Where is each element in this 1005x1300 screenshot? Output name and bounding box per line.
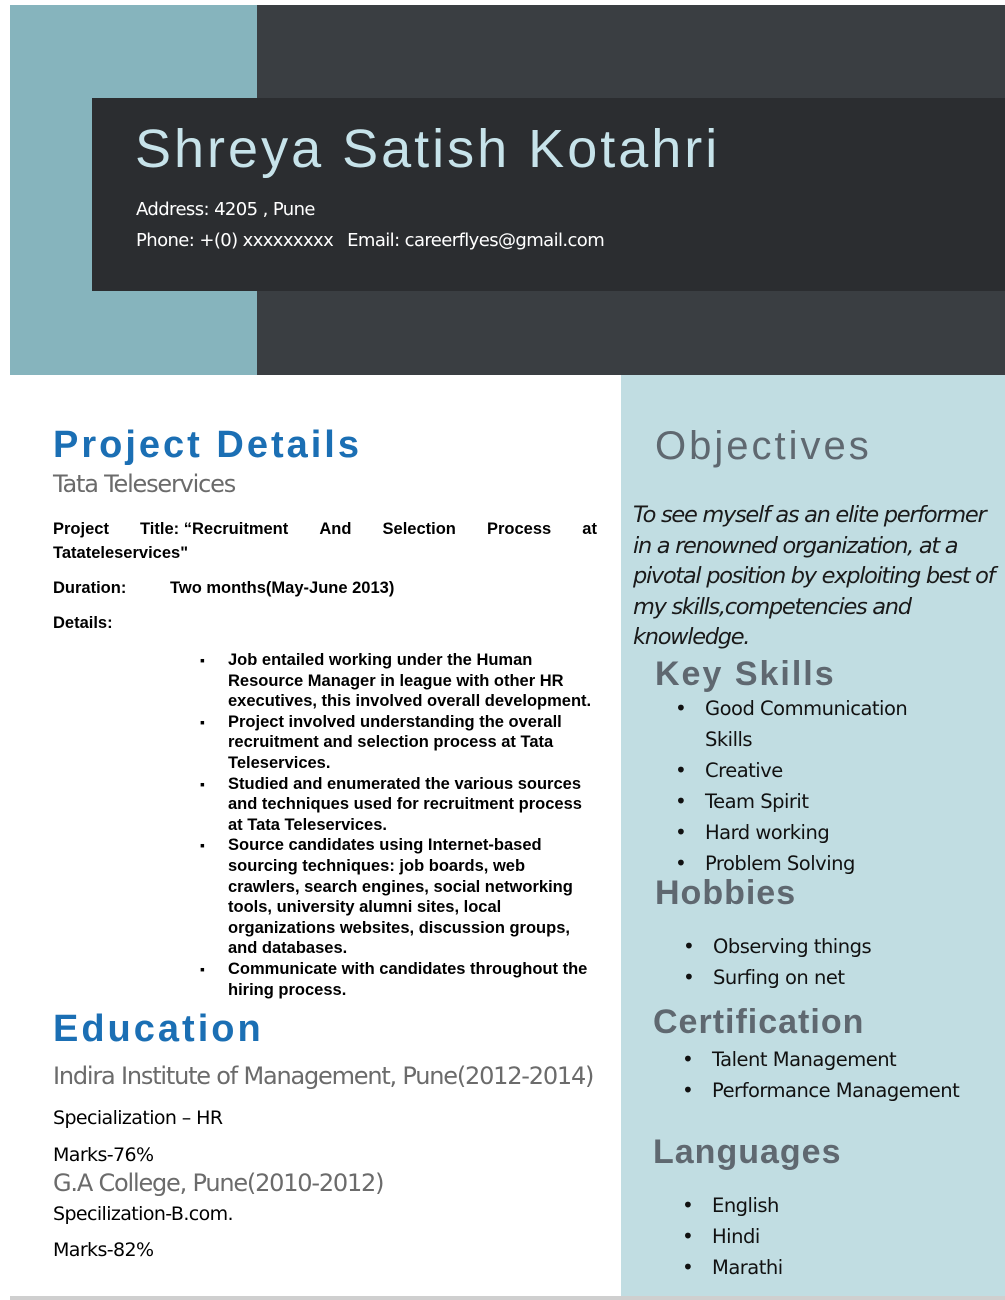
project-details-list: [200, 650, 600, 1000]
list-item: • English: [662, 1190, 962, 1221]
list-item: • Problem Solving: [655, 848, 915, 879]
specialization-1: Specialization – HR: [53, 1107, 223, 1129]
objectives-heading: Objectives: [655, 424, 872, 468]
key-skills-clip: [655, 693, 1005, 875]
address-text: Address: 4205 , Pune: [136, 199, 315, 220]
duration-value: Two months(May-June 2013): [170, 579, 395, 597]
project-title-line: [53, 520, 597, 539]
list-item: ▪ Source candidates using Internet-based sourcing techniques: job boards, web crawlers, search engines, social networking tools, university alumni sites, local organizations websites, discussion groups, and databases.: [200, 835, 600, 959]
certification-list: [662, 1044, 992, 1106]
education-heading: Education: [53, 1008, 264, 1050]
marks-2: Marks-82%: [53, 1239, 154, 1261]
list-item: • Team Spirit: [655, 786, 915, 817]
list-item: • Hindi: [662, 1221, 962, 1252]
school-1: Indira Institute of Management, Pune(2012-2014): [53, 1062, 594, 1090]
list-item: • Observing things: [663, 931, 983, 962]
list-item: • Hard working: [655, 817, 915, 848]
project-company: Tata Teleservices: [53, 470, 235, 498]
list-item: ▪ Project involved understanding the overall recruitment and selection process at Tata Teleservices.: [200, 712, 600, 774]
email-text: Email: careerflyes@gmail.com: [347, 230, 605, 251]
contact-line: [136, 230, 604, 251]
list-item: ▪ Job entailed working under the Human Resource Manager in league with other HR executives, this involved overall development.: [200, 650, 600, 712]
project-title-word: Process: [486, 520, 552, 538]
project-details-heading: Project Details: [53, 424, 362, 466]
duration-label: Duration:: [53, 579, 127, 597]
list-item: • Performance Management: [662, 1075, 992, 1106]
specialization-2: Specilization-B.com.: [53, 1203, 233, 1225]
list-item: • Good Communication Skills: [655, 693, 915, 755]
marks-1: Marks-76%: [53, 1144, 154, 1166]
project-title-word: at: [582, 520, 597, 538]
list-item: ▪ Communicate with candidates throughout the hiring process.: [200, 959, 600, 1000]
objective-text: To see myself as an elite performer in a renowned organization, at a pivotal position by exploiting best of my skills,competencies and knowledge.: [633, 502, 995, 650]
certification-heading: Certification: [653, 1003, 865, 1041]
phone-text: Phone: +(0) xxxxxxxxx: [136, 230, 334, 251]
list-item: • Marathi: [662, 1252, 962, 1283]
details-label: Details:: [53, 614, 113, 632]
hobbies-list: [663, 931, 983, 993]
project-title-continued: Tatateleservices": [53, 544, 189, 562]
candidate-name: Shreya Satish Kotahri: [135, 119, 721, 179]
hobbies-heading: Hobbies: [655, 874, 797, 912]
list-item: ▪ Studied and enumerated the various sources and techniques used for recruitment process at Tata Teleservices.: [200, 774, 600, 836]
languages-heading: Languages: [653, 1133, 842, 1171]
key-skills-heading: Key Skills: [655, 655, 836, 693]
school-2: G.A College, Pune(2010-2012): [53, 1169, 384, 1197]
project-title-word: Project: [53, 520, 109, 538]
list-item: • Surfing on net: [663, 962, 983, 993]
page-bottom-edge: [10, 1296, 1005, 1300]
project-title-word: And: [319, 520, 352, 538]
project-title-word: Selection: [382, 520, 456, 538]
list-item: • Talent Management: [662, 1044, 992, 1075]
key-skills-list: [655, 693, 915, 879]
list-item: • Creative: [655, 755, 915, 786]
project-title-word: Title: “Recruitment: [140, 520, 289, 538]
languages-list: [662, 1190, 962, 1283]
